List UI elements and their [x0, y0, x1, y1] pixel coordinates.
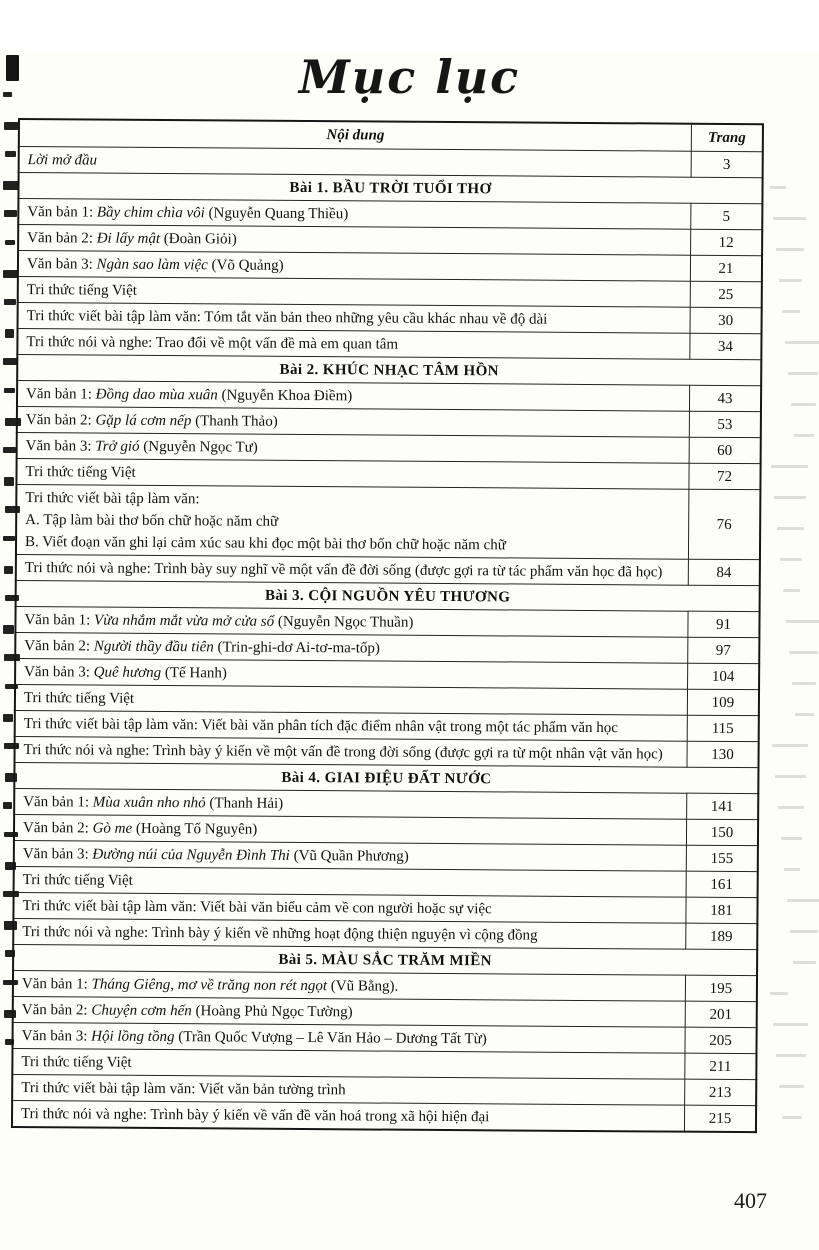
section-title: Bài 1. BẦU TRỜI TUỔI THƠ: [18, 173, 762, 204]
entry-text-part: Văn bản 1:: [26, 385, 96, 403]
toc-entry-row: [16, 484, 760, 559]
entry-text-part: Tri thức nói và nghe: Trình bày ý kiến về vấn đề văn hoá trong xã hội hiện đại: [20, 1105, 490, 1125]
entry-page-number: 34: [690, 333, 762, 359]
entry-text-part: Văn bản 2:: [21, 1001, 92, 1019]
entry-page-number: 72: [689, 463, 761, 489]
entry-page-number: 161: [686, 871, 758, 897]
section-title: Bài 4. GIAI ĐIỆU ĐẤT NƯỚC: [14, 762, 758, 793]
entry-page-number: 205: [685, 1027, 757, 1053]
entry-page-number: 21: [690, 255, 762, 281]
entry-page-number: 97: [688, 637, 760, 663]
entry-title-italic: Mùa xuân nho nhỏ: [92, 794, 206, 811]
scanned-book-page: [0, 50, 819, 1250]
entry-title-italic: Lời mở đầu: [27, 151, 98, 169]
entry-text-part: Tri thức nói và nghe: Trình bày ý kiến về một vấn đề trong đời sống (được gợi ra từ một nhân vật văn học): [23, 741, 663, 763]
toc-entry-row: [12, 1100, 756, 1132]
entry-page-number: 25: [690, 281, 762, 307]
entry-text-part: Tri thức nói và nghe: Trao đổi về một vấn đề mà em quan tâm: [26, 333, 399, 353]
entry-text-part: Tri thức viết bài tập làm văn: Viết bài văn phân tích đặc điểm nhân vật trong một tác phẩm văn học: [23, 715, 618, 736]
toc-container: [0, 118, 819, 1134]
entry-text-part: Văn bản 3:: [24, 663, 94, 681]
entry-text-part: Văn bản 3:: [22, 845, 93, 863]
entry-text-part: (Trin-ghi-dơ Ai-tơ-ma-tốp): [213, 638, 381, 657]
entry-page-number: 130: [687, 741, 759, 767]
section-title: Bài 3. CỘI NGUỒN YÊU THƯƠNG: [16, 580, 760, 611]
entry-page-number: 60: [689, 437, 761, 463]
section-title: Bài 2. KHÚC NHẠC TÂM HỒN: [17, 355, 761, 386]
entry-text-part: (Tế Hanh): [161, 664, 228, 681]
entry-page-number: 213: [685, 1079, 757, 1105]
entry-title-italic: Gặp lá cơm nếp: [95, 412, 192, 429]
entry-text-part: Tri thức tiếng Việt: [23, 689, 135, 707]
entry-title-italic: Tháng Giêng, mơ về trăng non rét ngọt: [91, 976, 328, 994]
entry-text-part: Tri thức nói và nghe: Trình bày ý kiến về những hoạt động thiện nguyện vì cộng đồng: [22, 923, 538, 944]
entry-page-number: 12: [691, 229, 763, 255]
entry-page-number: 195: [685, 975, 757, 1001]
entry-title-italic: Đồng dao mùa xuân: [95, 386, 218, 403]
entry-page-number: 189: [686, 923, 758, 949]
entry-text-part: (Đoàn Giỏi): [160, 230, 237, 248]
entry-title-italic: Gò me: [92, 820, 133, 837]
entry-title-italic: Đường núi của Nguyễn Đình Thi: [92, 846, 290, 864]
scan-mark: [3, 92, 12, 97]
section-title: Bài 5. MÀU SẮC TRĂM MIỀN: [13, 944, 757, 975]
entry-text-part: Văn bản 1:: [24, 611, 95, 629]
entry-text-part: (Nguyễn Ngọc Thuần): [274, 613, 414, 631]
entry-text-part: Tri thức viết bài tập làm văn: A. Tập làm bài thơ bốn chữ hoặc năm chữ B. Viết đoạn văn ghi lại cảm xúc sau khi đọc một bài thơ bốn chữ hoặc năm chữ: [24, 489, 506, 553]
book-page-number: 407: [734, 1188, 767, 1213]
entry-page-number: 109: [687, 689, 759, 715]
entry-text-part: (Hoàng Phủ Ngọc Tường): [191, 1002, 353, 1020]
toc-table: [11, 118, 764, 1133]
entry-page-number: 115: [687, 715, 759, 741]
entry-text-part: Tri thức tiếng Việt: [25, 463, 136, 481]
entry-text-part: (Thanh Thảo): [191, 412, 278, 430]
entry-text-part: (Võ Quảng): [207, 256, 284, 274]
entry-text-part: Văn bản 2:: [24, 637, 94, 655]
entry-text-part: Tri thức tiếng Việt: [21, 1053, 132, 1071]
scan-mark: [6, 55, 19, 81]
entry-page-number: 215: [684, 1105, 756, 1132]
entry-text-part: (Nguyễn Khoa Điềm): [217, 386, 353, 404]
entry-page-number: 141: [687, 793, 759, 819]
entry-title-italic: Trở gió: [95, 438, 140, 455]
entry-text-part: Tri thức viết bài tập làm văn: Viết bài văn biểu cảm về con người hoặc sự việc: [22, 897, 492, 917]
entry-page-number: 211: [685, 1053, 757, 1079]
entry-text-part: Văn bản 3:: [25, 437, 96, 455]
entry-text-part: Văn bản 3:: [21, 1027, 92, 1045]
entry-page-number: 181: [686, 897, 758, 923]
entry-text-part: (Thanh Hải): [205, 794, 284, 812]
entry-page-number: 84: [688, 559, 760, 585]
entry-text-part: Văn bản 2:: [25, 411, 96, 429]
entry-page-number: 5: [691, 203, 763, 229]
entry-title-italic: Bầy chim chìa vôi: [96, 204, 205, 221]
entry-page-number: 30: [690, 307, 762, 333]
entry-text: [16, 484, 689, 559]
entry-text-part: Tri thức tiếng Việt: [22, 871, 133, 889]
entry-text-part: (Trần Quốc Vượng – Lê Văn Hảo – Dương Tất Từ): [174, 1028, 487, 1047]
entry-page-number: 43: [689, 385, 761, 411]
entry-page-number: 155: [686, 845, 758, 871]
entry-page-number: 104: [688, 663, 760, 689]
entry-title-italic: Đi lấy mật: [96, 230, 161, 247]
entry-text-part: Văn bản 1:: [21, 975, 92, 993]
entry-page-number: 3: [691, 151, 763, 177]
entry-page-number: 201: [685, 1001, 757, 1027]
entry-title-italic: Người thầy đầu tiên: [93, 638, 214, 655]
entry-text-part: Văn bản 2:: [27, 229, 97, 247]
entry-text: [12, 1100, 685, 1131]
entry-page-number: 150: [686, 819, 758, 845]
entry-text-part: Tri thức nói và nghe: Trình bày suy nghĩ về một vấn đề đời sống (được gợi ra từ tác phẩm văn học đã học): [24, 559, 663, 581]
column-header-page: Trang: [691, 124, 763, 152]
entry-title-italic: Chuyện cơm hến: [91, 1002, 192, 1019]
entry-text-part: Văn bản 3:: [26, 255, 97, 273]
page-title: Mục lục: [298, 50, 521, 104]
entry-page-number: 91: [688, 611, 760, 637]
entry-text-part: (Nguyễn Ngọc Tư): [139, 438, 258, 456]
entry-text-part: Tri thức viết bài tập làm văn: Viết văn bản tường trình: [21, 1079, 346, 1098]
entry-text-part: Văn bản 1:: [27, 203, 97, 221]
entry-text-part: Tri thức viết bài tập làm văn: Tóm tắt văn bản theo những yêu cầu khác nhau về độ dài: [26, 307, 548, 328]
entry-text-part: (Nguyễn Quang Thiều): [204, 204, 349, 222]
entry-text-part: Văn bản 1:: [23, 793, 93, 811]
entry-text-part: Tri thức tiếng Việt: [26, 281, 138, 299]
entry-text-part: Văn bản 2:: [22, 819, 93, 837]
entry-title-italic: Quê hương: [93, 664, 162, 681]
column-header-content: Nội dung: [19, 119, 692, 151]
entry-title-italic: Ngàn sao làm việc: [96, 256, 208, 273]
entry-page-number: 53: [689, 411, 761, 437]
entry-title-italic: Vừa nhắm mắt vừa mở cửa sổ: [94, 612, 275, 630]
entry-text-part: (Hoàng Tố Nguyên): [132, 820, 258, 838]
entry-text-part: (Vũ Quần Phương): [289, 847, 409, 865]
entry-title-italic: Hội lồng tồng: [91, 1028, 175, 1045]
entry-page-number: 76: [688, 489, 760, 559]
entry-text-part: (Vũ Bằng).: [326, 977, 399, 995]
